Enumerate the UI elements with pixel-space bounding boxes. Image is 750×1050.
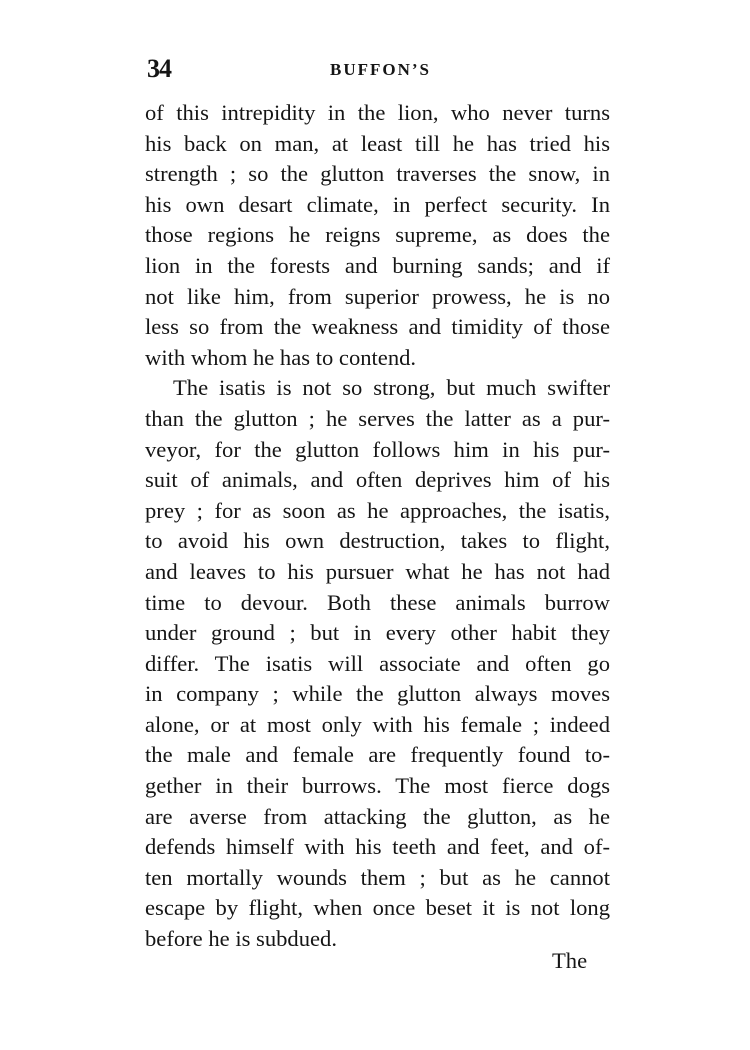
text-line: ten mortally wounds them ; but as he cannot	[145, 864, 610, 890]
text-line: less so from the weakness and timidity of those	[145, 314, 610, 340]
text-line: differ. The isatis will associate and often go	[145, 650, 610, 676]
page-number: 34	[147, 54, 171, 83]
text-line: lion in the forests and burning sands; and if	[145, 252, 610, 278]
text-line: his back on man, at least till he has tried his	[145, 130, 610, 156]
text-line: his own desart climate, in perfect security. In	[145, 191, 610, 217]
text-line: with whom he has to contend.	[145, 344, 417, 370]
text-line: under ground ; but in every other habit they	[145, 620, 610, 646]
text-line: prey ; for as soon as he approaches, the isatis,	[145, 497, 610, 523]
text-line: are averse from attacking the glutton, as he	[145, 803, 610, 829]
body-text	[145, 98, 610, 955]
text-line: veyor, for the glutton follows him in his pur-	[145, 436, 610, 462]
text-line: gether in their burrows. The most fierce dogs	[145, 773, 610, 799]
running-head	[147, 54, 607, 90]
text-line: than the glutton ; he serves the latter as a pur-	[145, 405, 610, 431]
text-line: those regions he reigns supreme, as does the	[145, 222, 610, 248]
text-line: escape by flight, when once beset it is not long	[145, 895, 610, 921]
text-line: of this intrepidity in the lion, who never turns	[145, 100, 610, 125]
text-line: and leaves to his pursuer what he has not had	[145, 558, 610, 584]
text-line: before he is subdued.	[145, 926, 337, 952]
text-line: time to devour. Both these animals burrow	[145, 589, 610, 615]
text-line: to avoid his own destruction, takes to flight,	[145, 528, 610, 554]
text-line: alone, or at most only with his female ; indeed	[145, 711, 610, 737]
paragraph-1	[145, 98, 610, 373]
text-line: in company ; while the glutton always moves	[145, 681, 610, 707]
running-title: BUFFON’S	[330, 60, 431, 79]
paragraph-2	[145, 373, 610, 954]
catchword: The	[552, 948, 588, 973]
text-line: not like him, from superior prowess, he is no	[145, 283, 610, 309]
text-line: suit of animals, and often deprives him of his	[145, 467, 610, 493]
text-line: defends himself with his teeth and feet, and of-	[145, 834, 610, 860]
text-line: strength ; so the glutton traverses the snow, in	[145, 161, 610, 187]
text-line: the male and female are frequently found to-	[145, 742, 610, 768]
text-line: The isatis is not so strong, but much swifter	[173, 375, 610, 401]
